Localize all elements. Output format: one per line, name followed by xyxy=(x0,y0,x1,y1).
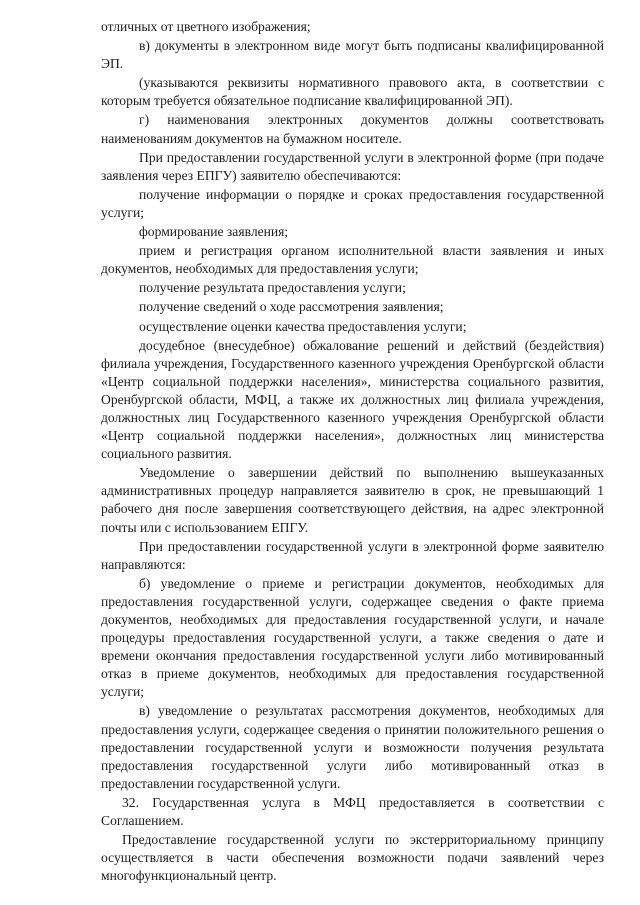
paragraph-list-status: получение сведений о ходе рассмотрения заявления; xyxy=(139,299,444,315)
paragraph-list-appeal: досудебное (внесудебное) обжалование решений и действий (бездействия) филиала учреждения, Государственного казенного учреждения Оренбургской области «Центр социальной поддержки населения», министерства социального развития, Оренбургской области, МФЦ, а также их должностных лиц филиала учреждения, должностных лиц Государственного казенного учреждения Оренбургской области «Центр социальной поддержки населения», должностных лиц министерства социального развития. xyxy=(101,337,604,462)
paragraph-list-forming: формирование заявления; xyxy=(139,224,289,240)
paragraph-item-v: в) документы в электронном виде могут быть подписаны квалифицированной ЭП. xyxy=(101,38,604,72)
paragraph-note: (указываются реквизиты нормативного правового акта, в соответствии с которым требуется обязательное подписание квалифицированной ЭП). xyxy=(101,75,604,109)
paragraph-list-registration: прием и регистрация органом исполнительной власти заявления и иных документов, необходимых для предоставления услуги; xyxy=(101,243,604,277)
paragraph-electronic-form: При предоставлении государственной услуги в электронной форме (при подаче заявления через ЕПГУ) заявителю обеспечиваются: xyxy=(101,149,604,183)
paragraph-notification: Уведомление о завершении действий по выполнению вышеуказанных административных процедур направляется заявителю в срок, не превышающий 1 рабочего дня после завершения соответствующего действия, на адрес электронной почты или с использованием ЕПГУ. xyxy=(101,465,604,535)
paragraph-list-info: получение информации о порядке и сроках предоставления государственной услуги; xyxy=(101,186,604,220)
paragraph-continuation: отличных от цветного изображения; xyxy=(101,19,311,34)
paragraph-list-result: получение результата предоставления услуги; xyxy=(139,280,406,296)
paragraph-item-g: г) наименования электронных документов должны соответствовать наименованиям документов на бумажном носителе. xyxy=(101,112,604,146)
paragraph-section-32: 32. Государственная услуга в МФЦ предоставляется в соответствии с Соглашением. xyxy=(101,794,604,829)
paragraph-extraterritorial: Предоставление государственной услуги по экстерриториальному принципу осуществляется в части обеспечения возможности подачи заявлений через многофункциональный центр. xyxy=(101,832,604,884)
document-body xyxy=(101,18,604,885)
paragraph-list-quality: осуществление оценки качества предоставления услуги; xyxy=(139,318,467,334)
paragraph-item-b: б) уведомление о приеме и регистрации документов, необходимых для предоставления государственной услуги, содержащее сведения о факте приема документов, необходимых для предоставления государственной услуги, и начале процедуры предоставления государственной услуги, а также сведения о дате и времени окончания предоставления государственной услуги либо мотивированный отказ в приеме документов, необходимых для предоставления государственной услуги; xyxy=(101,575,604,700)
paragraph-sent-to-applicant: При предоставлении государственной услуги в электронной форме заявителю направляются: xyxy=(101,538,604,572)
paragraph-item-v-result: в) уведомление о результатах рассмотрения документов, необходимых для предоставления услуги, содержащее сведения о принятии положительного решения о предоставлении государственной услуги и возможности получения результата предоставления государственной услуги либо мотивированный отказ в предоставлении государственной услуги. xyxy=(101,703,604,791)
